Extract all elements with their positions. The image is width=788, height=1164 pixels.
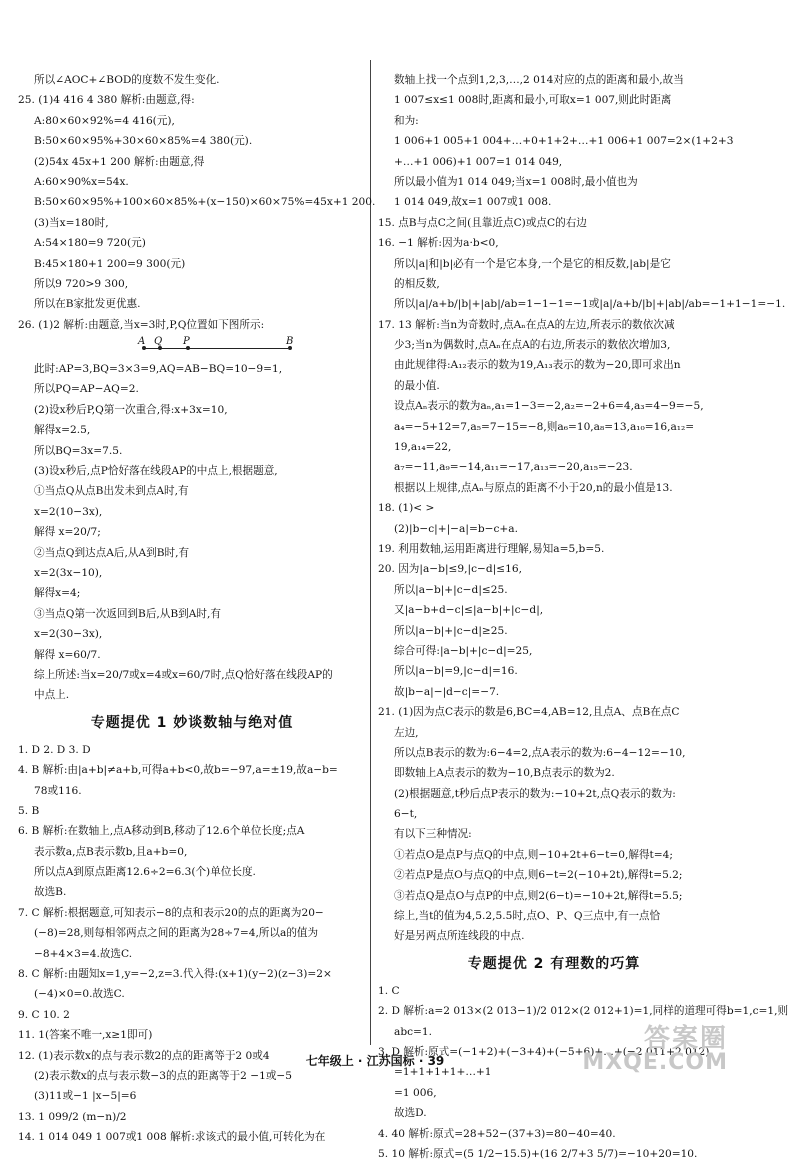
- answer-line: 19,a₁₄=22,: [394, 441, 452, 454]
- answer-line: ③若点Q是点O与点P的中点,则2(6−t)=−10+2t,解得t=5.5;: [394, 889, 683, 902]
- answer-line: B:50×60×95%+30×60×85%=4 380(元).: [34, 135, 253, 148]
- answer-line: (2)根据题意,t秒后点P表示的数为:−10+2t,点Q表示的数为:: [394, 787, 676, 800]
- answer-line: (2)设x秒后P,Q第一次重合,得:x+3x=10,: [34, 403, 228, 416]
- answer-line: x=2(30−3x),: [34, 628, 103, 641]
- answer-line: 15. 点B与点C之间(且靠近点C)或点C的右边: [378, 216, 587, 229]
- answer-line: 1. C: [378, 984, 400, 997]
- section-title-1: 专题提优 1 妙谈数轴与绝对值: [90, 714, 294, 731]
- answer-line: 5. B: [18, 804, 40, 817]
- answer-line: =1+1+1+1+…+1: [394, 1066, 492, 1079]
- answer-line: 1 007≤x≤1 008时,距离和最小,可取x=1 007,则此时距离: [394, 94, 672, 107]
- answer-line: ③当点Q第一次返回到B后,从B到A时,有: [34, 607, 221, 620]
- answer-line: 解得 x=60/7.: [34, 648, 101, 661]
- answer-line: 所以9 720>9 300,: [34, 277, 129, 290]
- answer-line: 少3;当n为偶数时,点Aₙ在点A的右边,所表示的数依次增加3,: [394, 339, 671, 352]
- answer-line: 好是另两点所连线段的中点.: [394, 930, 525, 943]
- answer-line: 6−t,: [394, 808, 418, 821]
- answer-line: 20. 因为|a−b|≤9,|c−d|≤16,: [378, 563, 522, 576]
- answer-line: 18. (1)< >: [378, 502, 435, 515]
- answer-line: 所以最小值为1 014 049;当x=1 008时,最小值也为: [394, 175, 638, 188]
- left-text-block-b: [18, 359, 366, 706]
- answer-line: 解得x=2.5,: [34, 424, 91, 437]
- answer-line: x=2(10−3x),: [34, 505, 103, 518]
- answer-line: 所以BQ=3x=7.5.: [34, 444, 123, 457]
- point-a-label: A: [138, 336, 146, 348]
- answer-line: 解得x=4;: [34, 587, 81, 600]
- answer-line: ①若点O是点P与点Q的中点,则−10+2t+6−t=0,解得t=4;: [394, 848, 673, 861]
- answer-line: 4. 40 解析:原式=28+52−(37+3)=80−40=40.: [378, 1127, 616, 1140]
- number-line-segment: [144, 348, 288, 349]
- answer-line: 6. B 解析:在数轴上,点A移动到B,移动了12.6个单位长度;点A: [18, 825, 305, 838]
- answer-line: A:60×90%x=54x.: [34, 175, 129, 188]
- right-column: [378, 70, 788, 1164]
- answer-line: ②若点P是点O与点Q的中点,则6−t=2(−10+2t),解得t=5.2;: [394, 869, 683, 882]
- answer-line: a₇=−11,a₉=−14,a₁₁=−17,a₁₃=−20,a₁₅=−23.: [394, 461, 633, 474]
- answer-line: 17. 13 解析:当n为奇数时,点Aₙ在点A的左边,所表示的数依次减: [378, 318, 675, 331]
- answer-line: =1 006,: [394, 1086, 437, 1099]
- answer-line: 故选B.: [34, 886, 67, 899]
- answer-line: 19. 利用数轴,运用距离进行理解,易知a=5,b=5.: [378, 542, 605, 555]
- answer-line: 有以下三种情况:: [394, 828, 472, 841]
- answer-line: 1 014 049,故x=1 007或1 008.: [394, 196, 552, 209]
- answer-line: abc=1.: [394, 1025, 433, 1038]
- answer-line: (−4)×0=0.故选C.: [34, 988, 125, 1001]
- answer-line: 和为:: [394, 114, 419, 127]
- answer-line: 的相反数,: [394, 277, 440, 290]
- answer-line: a₄=−5+12=7,a₅=7−15=−8,则a₆=10,a₈=13,a₁₀=16,a₁₂=: [394, 420, 695, 433]
- answer-line: 13. 1 099/2 (m−n)/2: [18, 1110, 127, 1123]
- answer-line: 即数轴上A点表示的数为−10,B点表示的数为2.: [394, 767, 615, 780]
- left-text-block-a: [18, 70, 376, 335]
- answer-line: B:50×60×95%+100×60×85%+(x−150)×60×75%=45x+1 200.: [34, 196, 376, 209]
- answer-line: (3)当x=180时,: [34, 216, 109, 229]
- answer-line: (−8)=28,则每相邻两点之间的距离为28÷7=4,所以a的值为: [34, 927, 319, 940]
- answer-line: 左边,: [394, 726, 419, 739]
- answer-line: 8. C 解析:由题知x=1,y=−2,z=3.代入得:(x+1)(y−2)(z−3)=2×: [18, 968, 332, 981]
- answer-line: 根据以上规律,点Aₙ与原点的距离不小于20,n的最小值是13.: [394, 481, 673, 494]
- answer-line: 所以|a|和|b|必有一个是它本身,一个是它的相反数,|ab|是它: [394, 257, 671, 270]
- answer-line: (3)设x秒后,点P恰好落在线段AP的中点上,根据题意,: [34, 465, 278, 478]
- watermark-logo-text: 答案圈: [643, 1024, 728, 1054]
- answer-line: 又|a−b+d−c|≤|a−b|+|c−d|,: [394, 604, 544, 617]
- point-b-label: B: [286, 336, 294, 348]
- answer-line: 所以|a−b|=9,|c−d|=16.: [394, 665, 518, 678]
- answer-line: 5. 10 解析:原式=(5 1/2−15.5)+(16 2/7+3 5/7)=−10+20=10.: [378, 1147, 698, 1160]
- answer-line: 78或116.: [34, 784, 82, 797]
- answer-line: 故|b−a|−|d−c|=−7.: [394, 685, 500, 698]
- answer-line: 所以PQ=AP−AQ=2.: [34, 383, 139, 396]
- answer-line: 数轴上找一个点到1,2,3,…,2 014对应的点的距离和最小,故当: [394, 74, 684, 86]
- answer-line: 的最小值.: [394, 379, 440, 392]
- answer-line: 25. (1)4 416 4 380 解析:由题意,得:: [18, 94, 195, 107]
- page-footer: 七年级上 · 江苏国标 · 39: [305, 1054, 445, 1068]
- answer-line: 1. D 2. D 3. D: [18, 743, 91, 756]
- answer-line: ①当点Q从点B出发未到点A时,有: [34, 485, 189, 498]
- answer-line: 由此规律得:A₁₂表示的数为19,A₁₃表示的数为−20,即可求出n: [394, 359, 681, 372]
- number-line-figure: [138, 335, 298, 359]
- answer-line: 16. −1 解析:因为a·b<0,: [378, 237, 499, 250]
- point-p-label: P: [183, 336, 190, 348]
- answer-line: 3. D 解析:原式=(−1+2)+(−3+4)+(−5+6)+…+(−2 011+2 012): [378, 1045, 710, 1058]
- answer-line: B:45×180+1 200=9 300(元): [34, 257, 186, 270]
- answer-line: 所以|a|/a+b/|b|+|ab|/ab=1−1−1=−1或|a|/a+b/|b|+|ab|/ab=−1+1−1=−1.: [394, 298, 786, 311]
- answer-line: 11. 1(答案不唯一,x≥1即可): [18, 1029, 153, 1042]
- answer-line: 7. C 解析:根据题意,可知表示−8的点和表示20的点的距离为20−: [18, 906, 324, 919]
- answer-line: (3)11或−1 |x−5|=6: [34, 1090, 137, 1103]
- answer-line: A:80×60×92%=4 416(元),: [34, 114, 175, 127]
- point-q-label: Q: [154, 336, 163, 348]
- answer-line: 所以|a−b|+|c−d|≤25.: [394, 583, 508, 596]
- watermark-url: MXQE.COM: [582, 1050, 728, 1075]
- answer-line: ②当点Q到达点A后,从A到B时,有: [34, 546, 190, 559]
- answer-line: 14. 1 014 049 1 007或1 008 解析:求该式的最小值,可转化为在: [18, 1131, 326, 1144]
- answer-line: 此时:AP=3,BQ=3×3=9,AQ=AB−BQ=10−9=1,: [34, 363, 283, 376]
- answer-line: (2)54x 45x+1 200 解析:由题意,得: [34, 155, 205, 168]
- answer-line: (2)|b−c|+|−a|=b−c+a.: [394, 522, 518, 535]
- answer-line: A:54×180=9 720(元): [34, 237, 146, 250]
- answer-line: 4. B 解析:由|a+b|≠a+b,可得a+b<0,故b=−97,a=±19,故a−b=: [18, 764, 338, 777]
- section-title-2: 专题提优 2 有理数的巧算: [467, 955, 641, 972]
- answer-line: −8+4×3=4.故选C.: [34, 947, 133, 960]
- answer-line: 12. (1)表示数x的点与表示数2的点的距离等于2 0或4: [18, 1049, 270, 1062]
- right-text-block-a: [378, 70, 786, 947]
- answer-line: 所以在B家批发更优惠.: [34, 298, 141, 311]
- answer-line: 所以|a−b|+|c−d|≥25.: [394, 624, 508, 637]
- answer-line: 表示数a,点B表示数b,且a+b=0,: [34, 845, 188, 858]
- answer-line: 解得 x=20/7;: [34, 526, 101, 539]
- answer-line: 26. (1)2 解析:由题意,当x=3时,P,Q位置如下图所示:: [18, 318, 265, 331]
- left-text-block-c: [18, 740, 366, 1148]
- answer-line: 所以点A到原点距离12.6÷2=6.3(个)单位长度.: [34, 866, 256, 879]
- answer-line: 综上,当t的值为4,5.2,5.5时,点O、P、Q三点中,有一点恰: [394, 910, 661, 923]
- answer-line: 2. D 解析:a=2 013×(2 013−1)/2 012×(2 012+1)=1,同样的道理可得b=1,c=1,则: [378, 1005, 788, 1018]
- answer-line: (2)表示数x的点与表示数−3的点的距离等于2 −1或−5: [34, 1069, 293, 1082]
- answer-line: 故选D.: [394, 1107, 427, 1120]
- answer-line: 1 006+1 005+1 004+…+0+1+2+…+1 006+1 007=2×(1+2+3: [394, 135, 734, 148]
- answer-line: 所以∠AOC+∠BOD的度数不发生变化.: [34, 74, 220, 86]
- answer-line: x=2(3x−10),: [34, 566, 103, 579]
- answer-line: 中点上.: [34, 689, 70, 702]
- answer-line: +…+1 006)+1 007=1 014 049,: [394, 155, 563, 168]
- answer-line: 所以点B表示的数为:6−4=2,点A表示的数为:6−4−12=−10,: [394, 746, 686, 759]
- answer-line: 9. C 10. 2: [18, 1008, 70, 1021]
- answer-line: 综合可得:|a−b|+|c−d|=25,: [394, 644, 533, 657]
- answer-line: 设点Aₙ表示的数为aₙ,a₁=1−3=−2,a₂=−2+6=4,a₃=4−9=−5,: [394, 400, 704, 413]
- answer-line: 21. (1)因为点C表示的数是6,BC=4,AB=12,且点A、点B在点C: [378, 706, 680, 719]
- answer-line: 综上所述:当x=20/7或x=4或x=60/7时,点Q恰好落在线段AP的: [34, 668, 333, 681]
